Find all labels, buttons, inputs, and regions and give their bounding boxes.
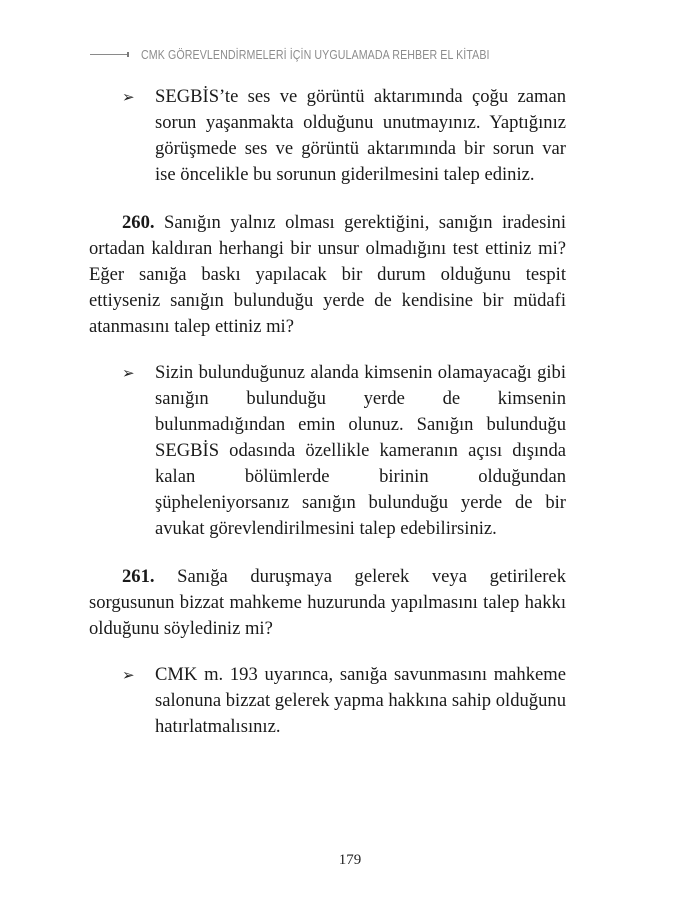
page-body [89, 84, 566, 740]
spacer [89, 340, 566, 360]
arrow-right-icon: ➢ [122, 88, 135, 106]
header-square-marker [127, 52, 128, 57]
checklist-question [89, 564, 566, 642]
question-text: Sanığa duruşmaya gelerek veya getirilerek sorgusunun bizzat mahkeme huzurunda yapılmasını talep hakkı olduğunu söylediniz mi? [89, 566, 566, 639]
spacer [89, 642, 566, 662]
question-text: Sanığın yalnız olması gerektiğini, sanığın iradesini ortadan kaldıran herhangi bir unsur olmadığını test ettiniz mi? Eğer sanığa baskı yapılacak bir durum olduğunu tespit ettiyseniz sanığın bulunduğu yerde de kendisine bir müdafi atanmasını talep ettiniz mi? [89, 212, 566, 337]
arrow-right-icon: ➢ [122, 364, 135, 382]
page-number: 179 [338, 852, 362, 868]
tip-bullet [89, 662, 566, 740]
checklist-question [89, 210, 566, 340]
running-header [90, 44, 566, 64]
spacer [89, 542, 566, 564]
tip-text: CMK m. 193 uyarınca, sanığa savunmasını mahkeme salonuna bizzat gelerek yapma hakkına sahip olduğunu hatırlatmalısınız. [155, 664, 566, 737]
question-number: 261. [122, 566, 155, 587]
tip-text: SEGBİS’te ses ve görüntü aktarımında çoğu zaman sorun yaşanmakta olduğunu unutmayınız. Yaptığınız görüşmede ses ve görüntü aktarımında bir sorun var ise öncelikle bu sorunun giderilmesini talep ediniz. [155, 86, 566, 185]
question-number: 260. [122, 212, 155, 233]
header-rule [90, 54, 127, 55]
arrow-right-icon: ➢ [122, 666, 135, 684]
spacer [89, 188, 566, 210]
tip-bullet [89, 84, 566, 188]
book-title: CMK GÖREVLENDİRMELERİ İÇİN UYGULAMADA REHBER EL KİTABI [140, 46, 490, 62]
tip-text: Sizin bulunduğunuz alanda kimsenin olamayacağı gibi sanığın bulunduğu yerde de kimsenin bulunmadığından emin olunuz. Sanığın bulunduğu SEGBİS odasında özellikle kameranın açısı dışında kalan bölümlerde birinin olduğundan şüpheleniyorsanız sanığın bulunduğu yerde de bir avukat görevlendirilmesini talep edebilirsiniz. [155, 362, 566, 539]
tip-bullet [89, 360, 566, 542]
